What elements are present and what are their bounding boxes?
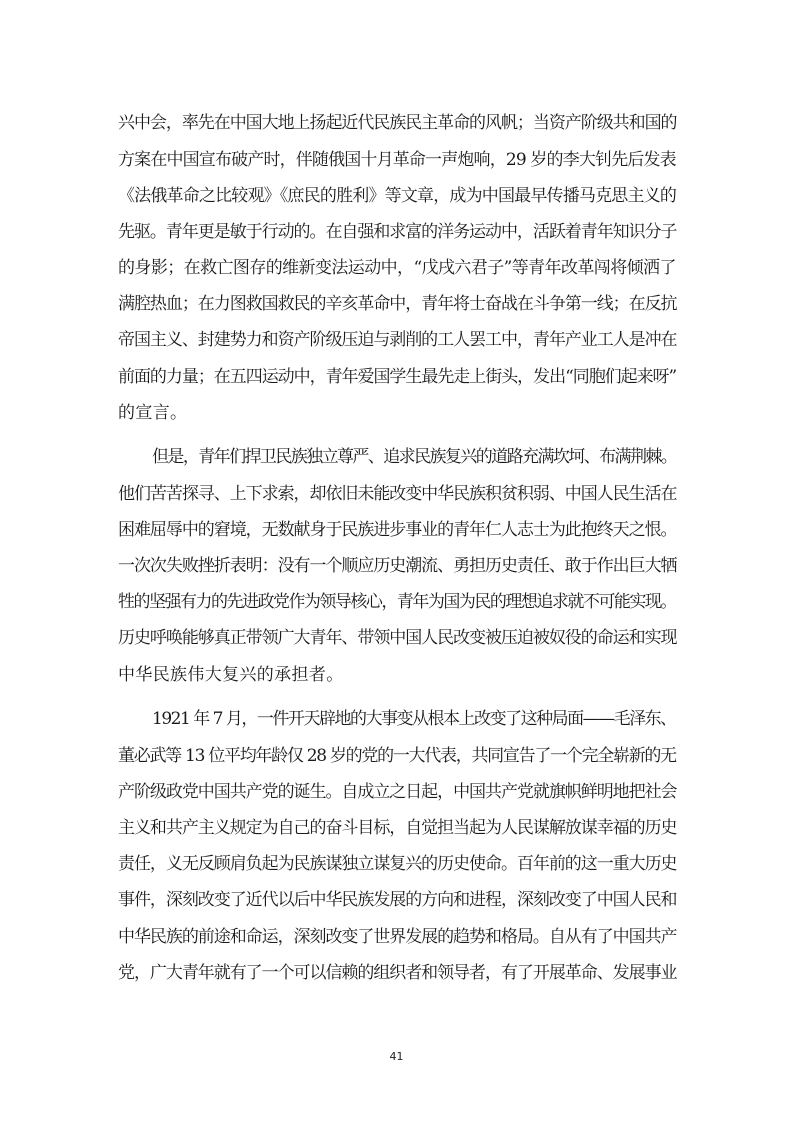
text-line: 前面的力量；在五四运动中，青年爱国学生最先走上街头，发出“同胞们起来呀” [118, 367, 677, 387]
text-line: 兴中会，率先在中国大地上扬起近代民族民主革命的风帆；当资产阶级共和国的 [118, 113, 677, 133]
text-line: 他们苦苦探寻、上下求索，却依旧未能改变中华民族积贫积弱、中国人民生活在 [118, 484, 677, 504]
text-line: 牲的坚强有力的先进政党作为领导核心，青年为国为民的理想追求就不可能实现。 [118, 592, 676, 612]
text-line: 中华民族的前途和命运，深刻改变了世界发展的趋势和格局。自从有了中国共产 [118, 927, 677, 947]
text-line: 的身影；在救亡图存的维新变法运动中，“戊戌六君子”等青年改革闯将倾洒了 [118, 258, 676, 278]
text-line: 困难屈辱中的窘境，无数献身于民族进步事业的青年仁人志士为此抱终天之恨。 [118, 520, 677, 540]
text-line: 满腔热血；在力图救国救民的辛亥革命中，青年将士奋战在斗争第一线；在反抗 [118, 294, 677, 314]
text-line: 帝国主义、封建势力和资产阶级压迫与剥削的工人罢工中，青年产业工人是冲在 [118, 330, 677, 350]
text-line: 中华民族伟大复兴的承担者。 [118, 665, 344, 685]
text-line: 主义和共产主义规定为自己的奋斗目标，自觉担当起为人民谋解放谋幸福的历史 [118, 818, 677, 838]
text-line: 的宣言。 [118, 403, 188, 423]
text-line: 但是，青年们捍卫民族独立尊严、追求民族复兴的道路充满坎坷、布满荆棘。 [152, 447, 677, 467]
text-line: 方案在中国宣布破产时，伴随俄国十月革命一声炮响，29 岁的李大钊先后发表 [118, 150, 676, 170]
text-line: 一次次失败挫折表明：没有一个顺应历史潮流、勇担历史责任、敢于作出巨大牺 [118, 556, 677, 576]
text-line: 责任，义无反顾肩负起为民族谋独立谋复兴的历史使命。百年前的这一重大历史 [118, 854, 677, 874]
page-number: 41 [389, 1050, 404, 1063]
text-line: 事件，深刻改变了近代以后中华民族发展的方向和进程，深刻改变了中国人民和 [118, 890, 677, 910]
text-line: 产阶级政党中国共产党的诞生。自成立之日起，中国共产党就旗帜鲜明地把社会 [118, 782, 677, 802]
text-line: 《法俄革命之比较观》《庶民的胜利》等文章，成为中国最早传播马克思主义的 [118, 186, 676, 206]
text-line: 董必武等 13 位平均年龄仅 28 岁的党的一大代表，共同宣告了一个完全崭新的无 [118, 746, 676, 766]
text-line: 党，广大青年就有了一个可以信赖的组织者和领导者，有了开展革命、发展事业 [118, 963, 677, 983]
text-line: 先驱。青年更是敏于行动的。在自强和求富的洋务运动中，活跃着青年知识分子 [118, 222, 677, 242]
text-line: 历史呼唤能够真正带领广大青年、带领中国人民改变被压迫被奴役的命运和实现 [118, 628, 677, 648]
text-line: 1921 年 7 月，一件开天辟地的大事变从根本上改变了这种局面——毛泽东、 [152, 709, 676, 729]
